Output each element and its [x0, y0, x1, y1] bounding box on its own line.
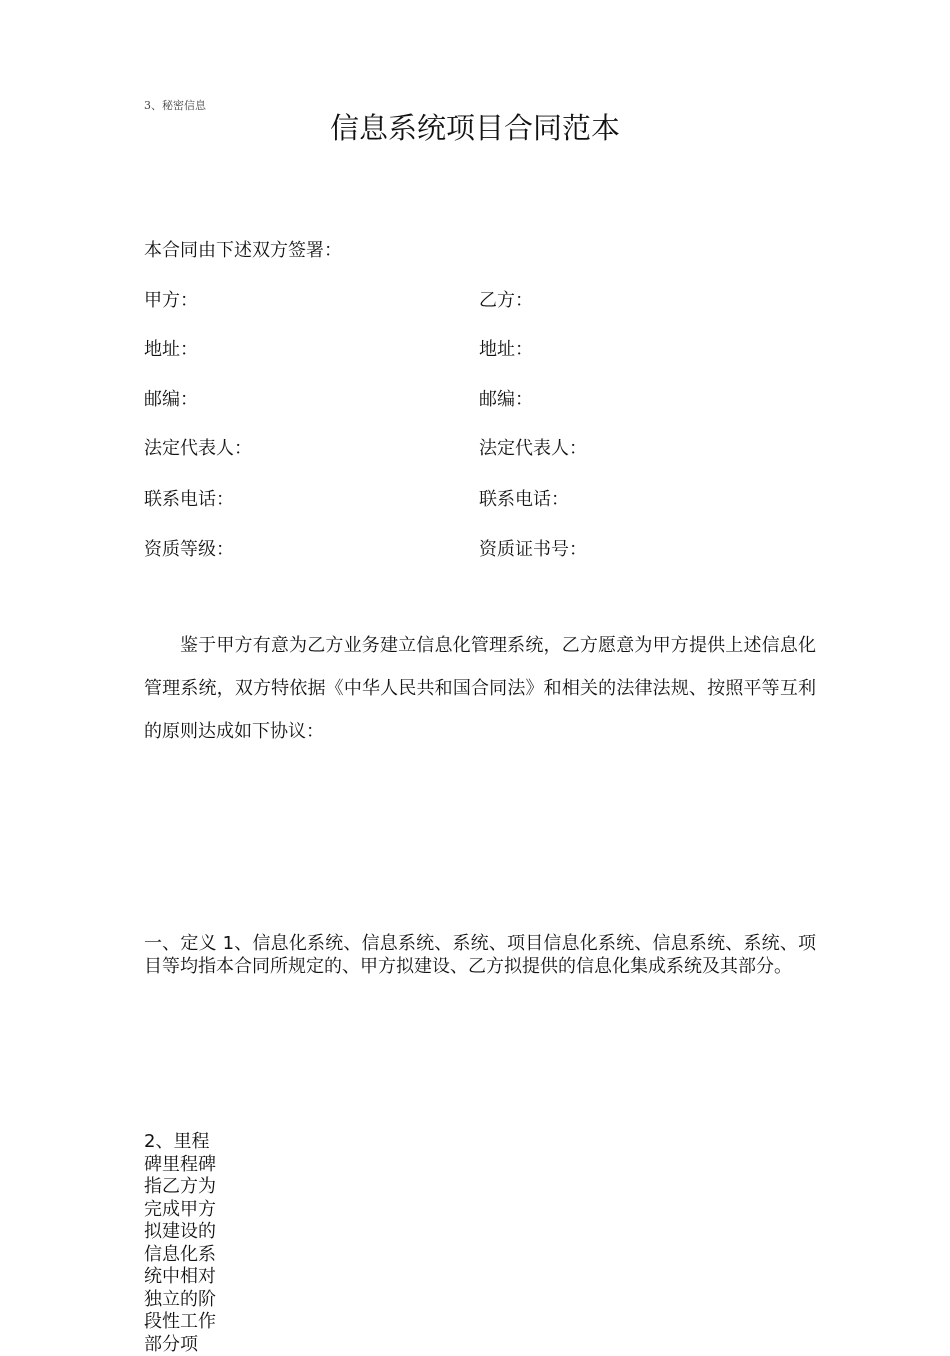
definition-paragraph: 一、定义 1、信息化系统、信息系统、系统、项目信息化系统、信息系统、系统、项目等均指本合同所规定的、甲方拟建设、乙方拟提供的信息化集成系统及其部分。	[144, 933, 816, 977]
party-a-address-label: 地址：	[144, 339, 198, 360]
intro-line: 本合同由下述双方签署：	[144, 240, 342, 261]
party-a-representative-label: 法定代表人：	[144, 438, 252, 459]
milestone-paragraph: 2、里程碑里程碑指乙方为完成甲方拟建设的信息化系统中相对独立的阶段性工作部分项	[144, 1131, 216, 1355]
party-b-qualification-label: 资质证书号：	[479, 539, 587, 560]
party-a-qualification-label: 资质等级：	[144, 539, 234, 560]
party-b-name-label: 乙方：	[479, 290, 533, 311]
party-b-postcode-label: 邮编：	[479, 389, 533, 410]
party-a-phone-label: 联系电话：	[144, 489, 234, 510]
document-title: 信息系统项目合同范本	[329, 111, 620, 145]
party-b-phone-label: 联系电话：	[479, 489, 569, 510]
party-b-address-label: 地址：	[479, 339, 533, 360]
header-note: 3、秘密信息	[144, 99, 206, 112]
party-a-postcode-label: 邮编：	[144, 389, 198, 410]
recital-paragraph: 鉴于甲方有意为乙方业务建立信息化管理系统，乙方愿意为甲方提供上述信息化管理系统，双方特依据《中华人民共和国合同法》和相关的法律法规、按照平等互利的原则达成如下协议：	[144, 635, 816, 742]
party-b-representative-label: 法定代表人：	[479, 438, 587, 459]
party-a-name-label: 甲方：	[144, 290, 198, 311]
